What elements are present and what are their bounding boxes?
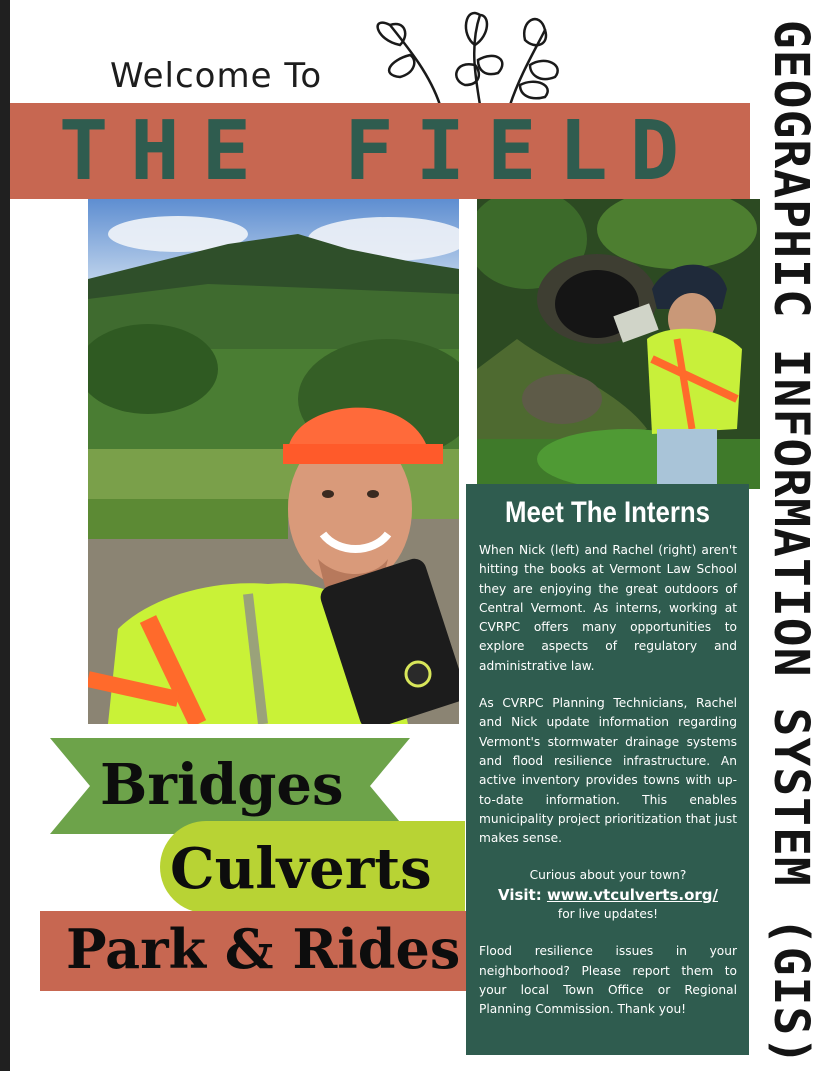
welcome-text: Welcome To [110, 56, 323, 96]
interns-paragraph-3: Flood resilience issues in your neighborhood? Please report them to your local Town Office or Regional Planning Commission. Thank you! [479, 944, 737, 1017]
leaf-sprig-icon [370, 5, 590, 105]
page-title: THE FIELD [58, 103, 702, 199]
visit-line [479, 886, 737, 905]
park-rides-label: Park & Rides [66, 917, 461, 981]
curious-text: Curious about your town? [529, 868, 687, 883]
flyer-page [10, 0, 839, 1071]
interns-paragraph-1: When Nick (left) and Rachel (right) aren't hitting the books at Vermont Law School they are enjoying the great outdoors of Central Vermont. As interns, working at CVRPC offers many opportunities to explore aspects of regulatory and administrative law. [479, 543, 737, 673]
culverts-label: Culverts [170, 836, 432, 902]
visit-label: Visit: [497, 885, 542, 904]
interns-paragraph-2: As CVRPC Planning Technicians, Rachel and Nick update information regarding Vermont's stormwater drainage systems and flood resilience infrastructure. An active inventory provides towns with up-to-date information. This enables municipality project prioritization that just makes sense. [479, 696, 737, 846]
vtculverts-link[interactable]: www.vtculverts.org/ [546, 885, 718, 904]
interns-heading: Meet The Interns [504, 496, 711, 529]
interns-body [479, 541, 737, 1038]
intern-culvert-photo [477, 199, 760, 489]
bridges-label: Bridges [100, 752, 344, 818]
side-title-text: GEOGRAPHIC INFORMATION SYSTEM (GIS) [763, 19, 819, 1066]
side-title [760, 19, 822, 1066]
intern-selfie-photo [88, 199, 459, 724]
live-updates-text: for live updates! [557, 907, 659, 922]
